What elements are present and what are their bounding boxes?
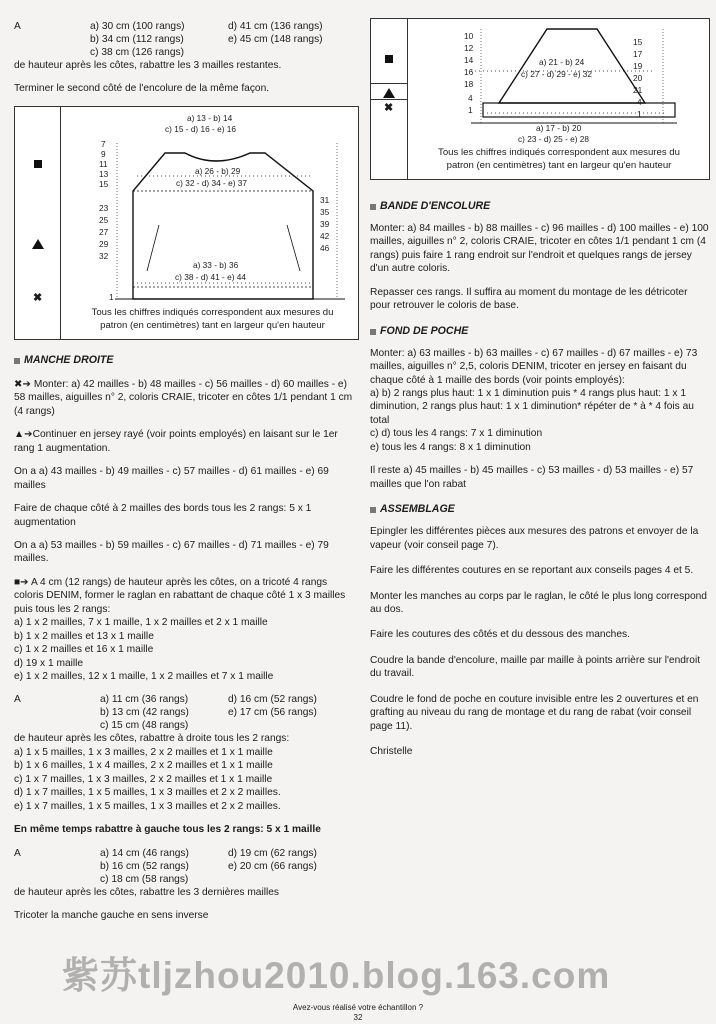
left-height-29: 29: [99, 238, 109, 249]
mid-width-2: c) 32 - d) 34 - e) 37: [176, 177, 248, 188]
list-item: a) 1 x 2 mailles, 7 x 1 maille, 1 x 2 mailles et 2 x 1 maille: [14, 617, 268, 629]
left-height-23: 23: [99, 202, 109, 213]
section-heading-bande: [370, 200, 710, 214]
page-number: 32: [353, 1013, 363, 1022]
top-width-1: a) 21 - b) 24: [539, 57, 585, 67]
bande-repasser: Repasser ces rangs. Il suffira au moment du montage de les détricoter pour retrouver le coloris de base.: [370, 286, 688, 312]
right-height-15: 15: [633, 37, 643, 47]
bottom-width-1: a) 33 - b) 36: [193, 259, 239, 270]
heading-square-icon: [370, 507, 376, 513]
right-height-4: 4: [637, 97, 642, 107]
size-b: b) 34 cm (112 rangs): [90, 34, 184, 45]
figure-caption-2: patron (en centimètres) tant en largeur qu'en hauteur: [446, 160, 672, 171]
list-item: b) 1 x 6 mailles, 1 x 4 mailles, 2 x 2 mailles et 1 x 1 maille: [14, 760, 273, 772]
figure-caption-2: patron (en centimètres) tant en largeur qu'en hauteur: [100, 319, 325, 331]
left-height-18: 18: [464, 79, 474, 89]
top-width-1: a) 13 - b) 14: [187, 112, 233, 123]
right-height-39: 39: [320, 218, 330, 229]
right-height-17: 17: [633, 49, 643, 59]
list-item: d) 1 x 7 mailles, 1 x 5 mailles, 1 x 3 mailles et 2 x 2 mailles.: [14, 787, 281, 799]
footer-question: Avez-vous réalisé votre échantillon ?: [292, 1003, 424, 1012]
left-height-12: 12: [464, 43, 474, 53]
section-heading-assemblage: [370, 503, 710, 517]
height-measurements-3: [14, 847, 359, 887]
manche-augmentation: Faire de chaque côté à 2 mailles des bords tous les 2 rangs: 5 x 1 augmentation: [14, 503, 312, 528]
left-height-27: 27: [99, 226, 109, 237]
text-meme-temps: En même temps rabattre à gauche tous les 2 rangs: 5 x 1 maille: [14, 824, 321, 836]
right-height-21: 21: [633, 85, 643, 95]
sleeve-pattern-figure: [14, 106, 359, 340]
right-height-35: 35: [320, 206, 330, 217]
top-width-2: c) 27 - d) 29 - e) 32: [521, 69, 593, 79]
left-height-32: 32: [99, 250, 109, 261]
assemblage-para-1: Epingler les différentes pièces aux mesures des patrons et envoyer de la vapeur (voir conseil page 7).: [370, 526, 699, 551]
left-height-10: 10: [464, 31, 474, 41]
list-item: c) d) tous les 4 rangs: 7 x 1 diminution: [370, 428, 543, 440]
section-heading-manche: [14, 354, 359, 368]
signature: Christelle: [370, 746, 413, 758]
cross-marker: ✖: [33, 291, 43, 304]
fond-diminution-list: [370, 387, 710, 454]
size-b: b) 13 cm (42 rangs): [100, 707, 189, 719]
manche-continuer: ▲➔Continuer en jersey rayé (voir points employés) en laisant sur le 1er rang 1 augmentation.: [14, 429, 338, 454]
size-e: e) 45 cm (148 rangs): [228, 34, 323, 45]
text-rabattre: de hauteur après les côtes, rabattre les 3 mailles restantes.: [14, 60, 282, 71]
list-item: d) 19 x 1 maille: [14, 657, 84, 669]
left-height-1: 1: [468, 105, 473, 115]
list-item: c) 1 x 2 mailles et 16 x 1 maille: [14, 644, 154, 656]
text-rabattre-droite: de hauteur après les côtes, rabattre à droite tous les 2 rangs:: [14, 733, 290, 745]
heading-square-icon: [370, 329, 376, 335]
right-decrease-list: [14, 746, 359, 813]
left-height-9: 9: [101, 148, 106, 159]
figure-caption-1: Tous les chiffres indiqués correspondent aux mesures du: [438, 147, 680, 158]
right-height-1: 1: [637, 109, 642, 119]
manche-raglan: ■➔ A 4 cm (12 rangs) de hauteur après les côtes, on a tricoté 4 rangs coloris DENIM, former le raglan en rabattant de chaque côté 1 x 3 mailles puis tous les 2 rangs:: [14, 576, 346, 615]
size-e: e) 20 cm (66 rangs): [228, 860, 317, 872]
list-item: c) 1 x 7 mailles, 1 x 3 mailles, 2 x 2 mailles et 1 x 1 maille: [14, 773, 273, 785]
text-rabattre-dernieres: de hauteur après les côtes, rabattre les 3 dernières mailles: [14, 886, 280, 898]
sleeve-shape: [15, 107, 358, 339]
size-c: c) 38 cm (126 rangs): [90, 47, 184, 58]
top-width-2: c) 15 - d) 16 - e) 16: [165, 123, 237, 134]
text-terminer: Terminer le second côté de l'encolure de la même façon.: [14, 83, 270, 95]
list-item: a) 1 x 5 mailles, 1 x 3 mailles, 2 x 2 mailles et 1 x 1 maille: [14, 746, 273, 758]
heading-text: MANCHE DROITE: [24, 353, 114, 366]
figure-caption-1: Tous les chiffres indiqués correspondent aux mesures du: [91, 306, 334, 318]
right-height-42: 42: [320, 230, 330, 241]
assemblage-para-2: Faire les différentes coutures en se reportant aux conseils pages 4 et 5.: [370, 565, 694, 577]
size-b: b) 16 cm (52 rangs): [100, 860, 189, 872]
heading-text: ASSEMBLAGE: [380, 503, 455, 516]
heading-text: BANDE D'ENCOLURE: [380, 200, 491, 212]
bottom-width-2: c) 23 - d) 25 - e) 28: [518, 134, 590, 144]
size-d: d) 41 cm (136 rangs): [228, 21, 323, 32]
size-a: a) 11 cm (36 rangs): [100, 694, 189, 706]
right-column: [370, 0, 710, 759]
bottom-height-1: 1: [109, 291, 114, 302]
assemblage-para-6: Coudre le fond de poche en couture invisible entre les 2 ouvertures et en grafting au niveau du rang de montage et du rang de rabat (voir conseil page 11).: [370, 693, 699, 732]
right-height-46: 46: [320, 242, 330, 253]
fond-reste: Il reste a) 45 mailles - b) 45 mailles - c) 53 mailles - d) 53 mailles - e) 57 mailles que l'on rabat: [370, 465, 694, 490]
heading-square-icon: [14, 358, 20, 364]
watermark: 紫苏tljzhou2010.blog.163.com: [62, 955, 611, 996]
list-item: e) 1 x 2 mailles, 12 x 1 maille, 1 x 2 mailles et 7 x 1 maille: [14, 671, 274, 683]
fond-monter: Monter: a) 63 mailles - b) 63 mailles - c) 67 mailles - d) 67 mailles - e) 73 mailles, aiguilles n° 2,5, coloris DENIM, tricoter en jersey en faisant du chaque côté à 1 maille des bords (voir points employés):: [370, 347, 698, 386]
right-height-19: 19: [633, 61, 643, 71]
assemblage-para-5: Coudre la bande d'encolure, maille par maille à points arrière sur l'endroit du travail.: [370, 654, 701, 680]
heading-text: FOND DE POCHE: [380, 324, 469, 337]
manche-on-a-2: On a a) 53 mailles - b) 59 mailles - c) 67 mailles - d) 71 mailles - e) 79 mailles.: [14, 539, 329, 565]
right-height-31: 31: [320, 194, 330, 205]
left-height-11: 11: [99, 158, 108, 169]
left-height-15: 15: [99, 178, 109, 189]
assemblage-para-4: Faire les coutures des côtés et du dessous des manches.: [370, 629, 630, 641]
size-d: d) 16 cm (52 rangs): [228, 694, 317, 706]
size-a: a) 30 cm (100 rangs): [90, 21, 185, 32]
list-item: a) b) 2 rangs plus haut: 1 x 1 diminution puis * 4 rangs plus haut: 1 x 1 diminution, 2 rangs plus haut: 1 x 1 diminution* répéter de * à * 4 fois au total: [370, 388, 694, 426]
assemblage-para-3: Monter les manches au corps par le raglan, le côté le plus long correspond au dos.: [370, 590, 707, 615]
marker-a: A: [14, 21, 21, 32]
text-manche-gauche: Tricoter la manche gauche en sens inverse: [14, 910, 209, 922]
left-height-4: 4: [468, 93, 473, 103]
manche-on-a-1: On a a) 43 mailles - b) 49 mailles - c) 57 mailles - d) 61 mailles - e) 69 mailles: [14, 466, 329, 491]
list-item: e) tous les 4 rangs: 8 x 1 diminution: [370, 441, 531, 453]
size-d: d) 19 cm (62 rangs): [228, 847, 317, 859]
cross-marker: ✖: [384, 102, 394, 114]
height-measurements-1: [14, 20, 359, 60]
height-measurements-2: [14, 693, 359, 733]
marker-a: A: [14, 847, 21, 859]
bottom-width-2: c) 38 - d) 41 - e) 44: [175, 271, 247, 282]
left-height-25: 25: [99, 214, 109, 225]
list-item: b) 1 x 2 mailles et 13 x 1 maille: [14, 630, 154, 642]
size-a: a) 14 cm (46 rangs): [100, 847, 189, 859]
bottom-width-1: a) 17 - b) 20: [536, 123, 582, 133]
size-c: c) 18 cm (58 rangs): [100, 873, 189, 885]
left-height-13: 13: [99, 168, 109, 179]
heading-square-icon: [370, 204, 376, 210]
raglan-list: [14, 616, 359, 683]
left-height-16: 16: [464, 67, 474, 77]
left-column: [14, 0, 359, 923]
manche-monter: ✖➔ Monter: a) 42 mailles - b) 48 mailles - c) 56 mailles - d) 60 mailles - e) 58 mailles, aiguilles n° 2, coloris CRAIE, tricoter en côtes 1/1 pendant 1 cm (4 rangs): [14, 378, 353, 417]
size-c: c) 15 cm (48 rangs): [100, 720, 189, 732]
section-heading-fond: [370, 325, 710, 339]
size-e: e) 17 cm (56 rangs): [228, 707, 317, 719]
right-height-20: 20: [633, 73, 643, 83]
mid-width-1: a) 26 - b) 29: [195, 165, 241, 176]
left-height-14: 14: [464, 55, 474, 65]
pocket-pattern-figure: [370, 18, 710, 180]
list-item: e) 1 x 7 mailles, 1 x 5 mailles, 1 x 3 mailles et 2 x 2 mailles.: [14, 800, 281, 812]
marker-a: A: [14, 694, 21, 706]
left-height-7: 7: [101, 138, 106, 149]
bande-monter: Monter: a) 84 mailles - b) 88 mailles - c) 96 mailles - d) 100 mailles - e) 100 mailles, aiguilles n° 2, coloris CRAIE, tricoter en côtes 1/1 pendant 1 cm (4 rangs) puis faire 1 rang endroit sur l'endroit et quelques rangs de jersey d'un autre coloris.: [370, 222, 709, 275]
